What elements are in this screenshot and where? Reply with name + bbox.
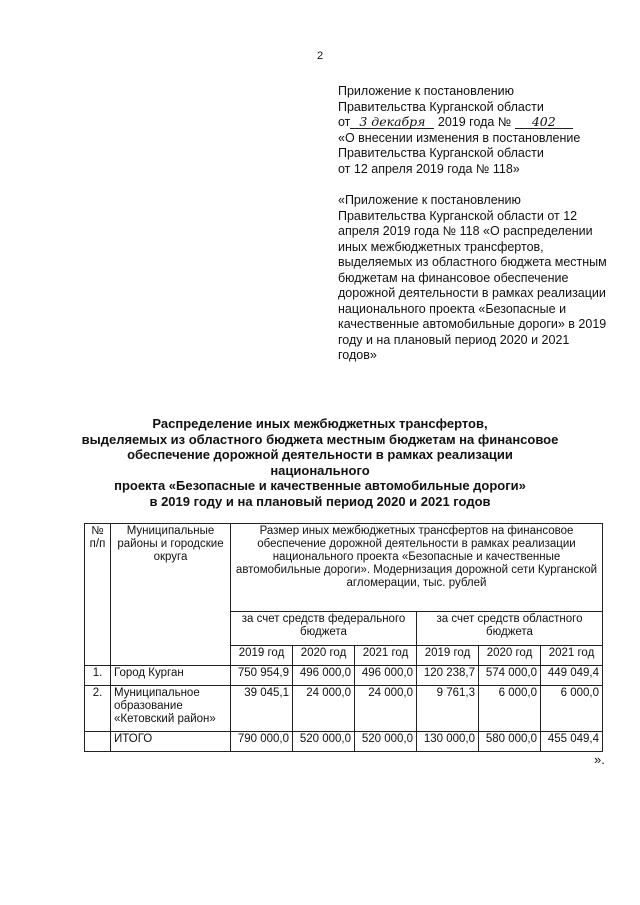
total-value: 580 000,0 xyxy=(479,732,541,752)
header-federal: за счет средств федерального бюджета xyxy=(231,612,417,646)
row-value: 6 000,0 xyxy=(479,686,541,732)
handwritten-number: 402 xyxy=(515,115,573,129)
table-row xyxy=(85,686,603,732)
header-amount: Размер иных межбюджетных трансфертов на финансовое обеспечение дорожной деятельности в рамках реализации национального проекта «Безопасные и качественные автомобильные дороги». Модернизация дорожной сети Курганской агломерации, тыс. рублей xyxy=(231,524,603,612)
row-value: 24 000,0 xyxy=(355,686,417,732)
from-label: от xyxy=(338,115,351,129)
row-value: 9 761,3 xyxy=(417,686,479,732)
appendix-line: «О внесении изменения в постановление xyxy=(338,130,581,145)
total-value: 520 000,0 xyxy=(293,732,355,752)
heading-line: Распределение иных межбюджетных трансфертов, xyxy=(152,416,488,431)
closing-quote: ». xyxy=(594,752,605,767)
row-value: 39 045,1 xyxy=(231,686,293,732)
header-year: 2021 год xyxy=(541,646,603,666)
row-value: 449 049,4 xyxy=(541,666,603,686)
total-value: 790 000,0 xyxy=(231,732,293,752)
row-value: 496 000,0 xyxy=(355,666,417,686)
header-year: 2020 год xyxy=(293,646,355,666)
row-num: 1. xyxy=(85,666,111,686)
handwritten-date: 3 декабря xyxy=(350,115,434,129)
heading-line: выделяемых из областного бюджета местным бюджетам на финансовое xyxy=(81,431,559,447)
appendix-block xyxy=(338,84,618,177)
row-num: 2. xyxy=(85,686,111,732)
year-label: 2019 года № xyxy=(437,115,512,129)
header-num: № п/п xyxy=(85,524,111,666)
appendix-date-line xyxy=(338,115,618,131)
table-row xyxy=(85,666,603,686)
row-value: 750 954,9 xyxy=(231,666,293,686)
row-value: 24 000,0 xyxy=(293,686,355,732)
header-municipality: Муниципальные районы и городские округа xyxy=(111,524,231,666)
document-heading xyxy=(80,416,560,509)
page-number: 2 xyxy=(316,50,324,62)
total-label: ИТОГО xyxy=(111,732,231,752)
appendix-line: Приложение к постановлению xyxy=(338,84,514,98)
row-value: 120 238,7 xyxy=(417,666,479,686)
total-value: 520 000,0 xyxy=(355,732,417,752)
row-name: Город Курган xyxy=(111,666,231,686)
header-year: 2019 год xyxy=(417,646,479,666)
header-year: 2021 год xyxy=(355,646,417,666)
table-total-row xyxy=(85,732,603,752)
total-value: 130 000,0 xyxy=(417,732,479,752)
row-value: 6 000,0 xyxy=(541,686,603,732)
appendix-line: от 12 апреля 2019 года № 118» xyxy=(338,161,520,176)
allocation-table xyxy=(84,523,603,752)
appendix-line: Правительства Курганской области xyxy=(338,146,544,160)
header-year: 2020 год xyxy=(479,646,541,666)
heading-line: в 2019 году и на плановый период 2020 и 2021 годов xyxy=(149,493,491,509)
total-value: 455 049,4 xyxy=(541,732,603,752)
header-regional: за счет средств областного бюджета xyxy=(417,612,603,646)
heading-line: обеспечение дорожной деятельности в рамках реализации национального xyxy=(127,447,513,478)
appendix-line: Правительства Курганской области xyxy=(338,99,544,114)
appendix-original-block: «Приложение к постановлению Правительства Курганской области от 12 апреля 2019 года № 118 «О распределении иных межбюджетных трансфертов, выделяемых из областного бюджета местным бюджетам на финансовое обеспечение дорожной деятельности в рамках реализации национального проекта «Безопасные и качественные автомобильные дороги» в 2019 году и на плановый период 2020 и 2021 годов» xyxy=(338,193,607,362)
row-name: Муниципальное образование «Кетовский район» xyxy=(111,686,231,732)
heading-line: проекта «Безопасные и качественные автомобильные дороги» xyxy=(114,478,526,493)
total-num xyxy=(85,732,111,752)
row-value: 496 000,0 xyxy=(293,666,355,686)
header-year: 2019 год xyxy=(231,646,293,666)
row-value: 574 000,0 xyxy=(479,666,541,686)
